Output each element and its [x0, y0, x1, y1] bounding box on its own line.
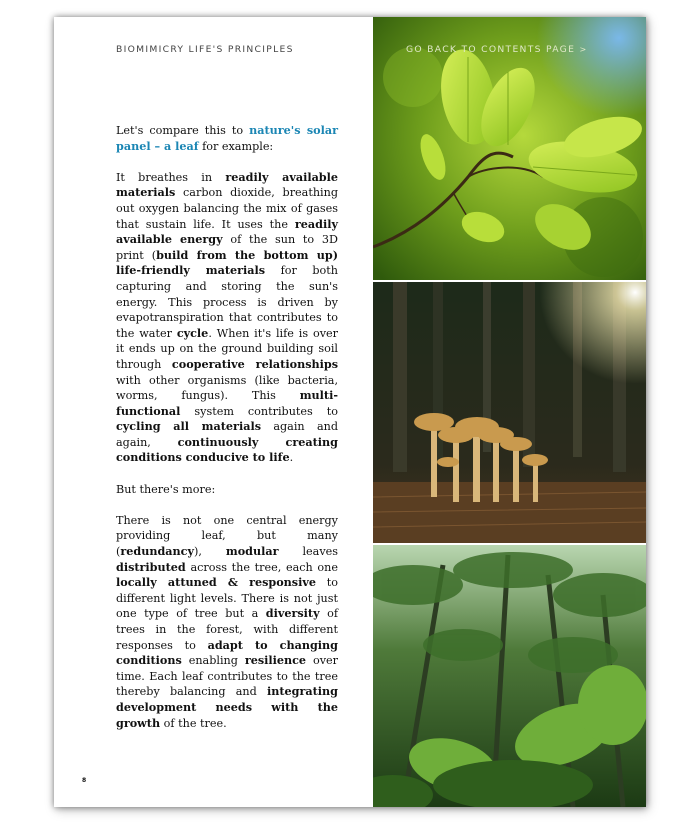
- bold-term: cycling all materials: [116, 419, 261, 434]
- paragraph-leaf: [116, 170, 338, 466]
- text: leaves: [278, 545, 338, 559]
- text: across the tree, each one: [185, 560, 338, 574]
- bold-term: redundancy: [120, 544, 194, 559]
- text: There is not one central energy providing leaf, but many (: [116, 513, 338, 559]
- document-page: [54, 17, 646, 807]
- bold-term: diversity: [265, 606, 320, 621]
- highlight-solar-panel: nature's solar panel – a leaf: [116, 123, 339, 153]
- bold-term: cycle: [176, 325, 209, 340]
- page-number: 8: [82, 777, 87, 784]
- mushrooms-forest-photo: [373, 282, 646, 543]
- text: of the sun to 3D print (: [116, 233, 338, 262]
- text: carbon dioxide, breathing out oxygen balancing the mix of gases that sustain life. It uses the: [116, 186, 338, 231]
- text: for example:: [198, 139, 274, 153]
- text: to different light levels. There is not just one type of tree but a: [116, 576, 338, 621]
- running-header: BIOMIMICRY LIFE'S PRINCIPLES: [116, 44, 294, 55]
- bold-term: readily available materials: [116, 169, 339, 200]
- image-column: [373, 17, 646, 807]
- bold-term: adapt to changing conditions: [116, 637, 339, 668]
- rainforest-canopy-photo: [373, 545, 646, 807]
- body-text: [116, 123, 338, 747]
- text: enabling: [181, 654, 245, 668]
- bold-term: multi-functional: [116, 388, 338, 418]
- text: It breathes in: [116, 170, 226, 184]
- text-column: [54, 17, 373, 807]
- text: . When it's life is over it ends up on the ground building soil through: [116, 326, 338, 371]
- bold-term: resilience: [244, 653, 307, 668]
- back-to-contents-link[interactable]: [406, 44, 587, 55]
- text: over time. Each leaf contributes to the tree thereby balancing and: [116, 654, 338, 699]
- bold-term: distributed: [116, 559, 186, 574]
- text: again and again,: [116, 420, 338, 449]
- text: of trees in the forest, with different responses to: [116, 607, 338, 652]
- text: system contributes to: [180, 404, 338, 418]
- paragraph-tree: [116, 513, 338, 731]
- text: of the tree.: [160, 716, 227, 730]
- bold-term: continuously creating conditions conducive to life: [116, 434, 338, 465]
- leaf-branch-photo: [373, 17, 646, 280]
- text: Let's compare this to: [116, 124, 250, 137]
- bold-term: locally attuned & responsive: [116, 575, 316, 590]
- bold-term: cooperative relationships: [171, 356, 338, 371]
- bold-term: modular: [225, 544, 279, 559]
- text: .: [289, 451, 294, 465]
- paragraph-more: [116, 482, 338, 498]
- paragraph-intro: [116, 123, 338, 154]
- text: for both capturing and storing the sun's energy. This process is driven by evapotranspiration that contributes to the water: [116, 264, 338, 340]
- bold-term: readily available energy: [116, 216, 338, 247]
- bold-term: build from the bottom up) life-friendly materials: [116, 247, 338, 278]
- back-link-label: GO BACK TO CONTENTS PAGE: [406, 44, 576, 55]
- text: with other organisms (like bacteria, worms, fungus). This: [116, 373, 338, 403]
- text: ),: [194, 545, 226, 559]
- text: But there's more:: [116, 482, 216, 496]
- bold-term: integrating development needs with the growth: [116, 684, 338, 730]
- chevron-right-icon: >: [579, 45, 588, 54]
